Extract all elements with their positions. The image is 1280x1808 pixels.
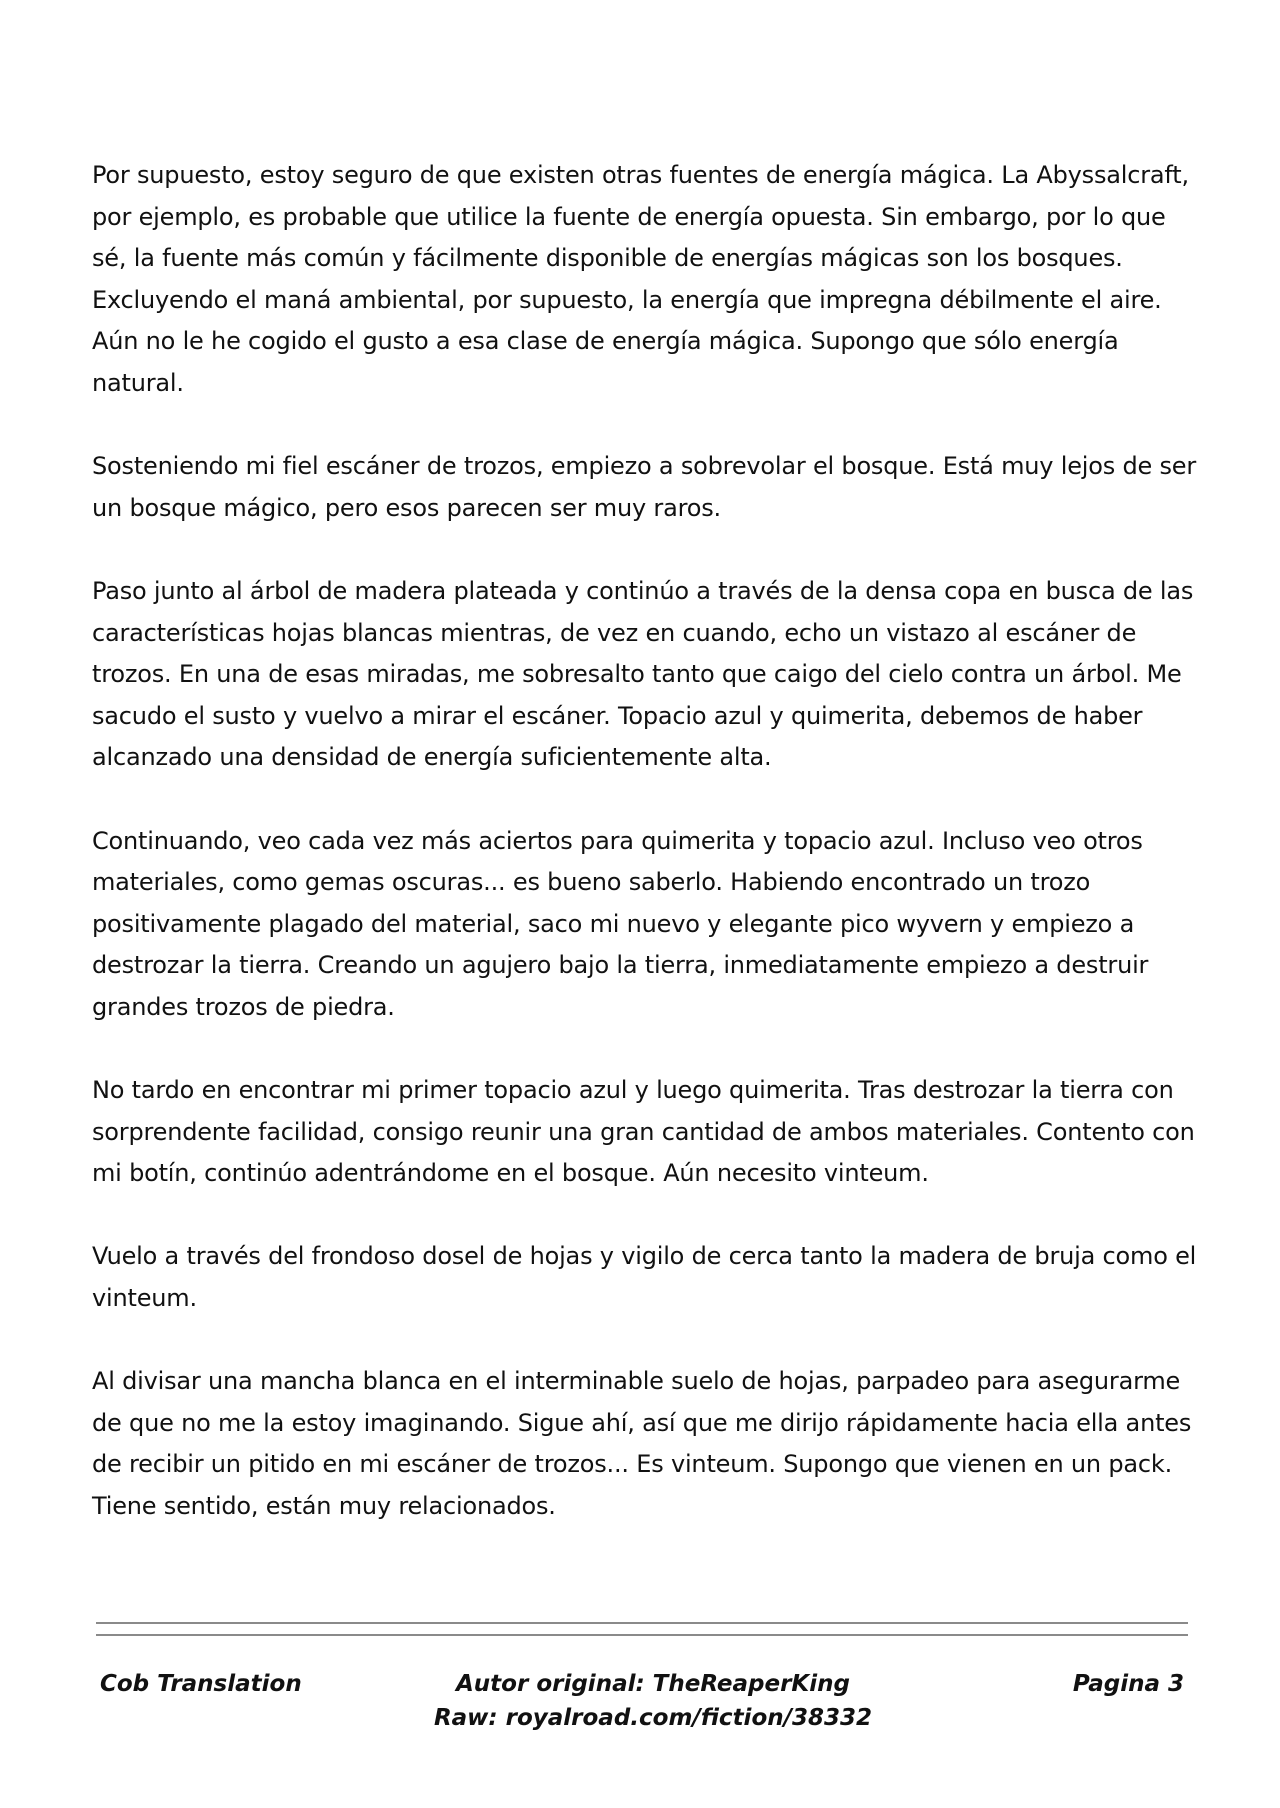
paragraph-5: No tardo en encontrar mi primer topacio azul y luego quimerita. Tras destrozar la tierra con sorprendente facilidad, consigo reunir una gran cantidad de ambos materiales. Contento con mi botín, continúo adentrándome en el bosque. Aún necesito vinteum. xyxy=(92,1076,1195,1188)
paragraph-3: Paso junto al árbol de madera plateada y continúo a través de la densa copa en busca de las características hojas blancas mientras, de vez en cuando, echo un vistazo al escáner de trozos. En una de esas miradas, me sobresalto tanto que caigo del cielo contra un árbol. Me sacudo el susto y vuelvo a mirar el escáner. Topacio azul y quimerita, debemos de haber alcanzado una densidad de energía suficientemente alta. xyxy=(92,576,1194,772)
paragraph-4: Continuando, veo cada vez más aciertos para quimerita y topacio azul. Incluso veo otros materiales, como gemas oscuras... es bueno saberlo. Habiendo encontrado un trozo positivamente plagado del material, saco mi nuevo y elegante pico wyvern y empiezo a destrozar la tierra. Creando un agujero bajo la tierra, inmediatamente empiezo a destruir grandes trozos de piedra. xyxy=(92,826,1149,1021)
paragraph-1: Por supuesto, estoy seguro de que existen otras fuentes de energía mágica. La Abyssalcraft, por ejemplo, es probable que utilice la fuente de energía opuesta. Sin embargo, por lo que sé, la fuente más común y fácilmente disponible de energías mágicas son los bosques. Excluyendo el maná ambiental, por supuesto, la energía que impregna débilmente el aire. Aún no le he cogido el gusto a esa clase de energía mágica. Supongo que sólo energía natural. xyxy=(92,161,1189,397)
footer-author: Autor original: TheReaperKing xyxy=(456,1671,850,1697)
footer-divider-top xyxy=(96,1622,1188,1624)
footer-divider-bottom xyxy=(96,1634,1188,1636)
footer-translator: Cob Translation xyxy=(100,1671,302,1697)
footer-source: Raw: royalroad.com/fiction/38332 xyxy=(433,1705,873,1731)
body-text xyxy=(92,155,1202,1569)
paragraph-6: Vuelo a través del frondoso dosel de hojas y vigilo de cerca tanto la madera de bruja como el vinteum. xyxy=(92,1242,1197,1313)
footer-page-number: Pagina 3 xyxy=(1072,1671,1184,1697)
paragraph-7: Al divisar una mancha blanca en el interminable suelo de hojas, parpadeo para asegurarme de que no me la estoy imaginando. Sigue ahí, así que me dirijo rápidamente hacia ella antes de recibir un pitido en mi escáner de trozos... Es vinteum. Supongo que vienen en un pack. Tiene sentido, están muy relacionados. xyxy=(92,1367,1192,1520)
paragraph-2: Sosteniendo mi fiel escáner de trozos, empiezo a sobrevolar el bosque. Está muy lejos de ser un bosque mágico, pero esos parecen ser muy raros. xyxy=(92,452,1197,522)
